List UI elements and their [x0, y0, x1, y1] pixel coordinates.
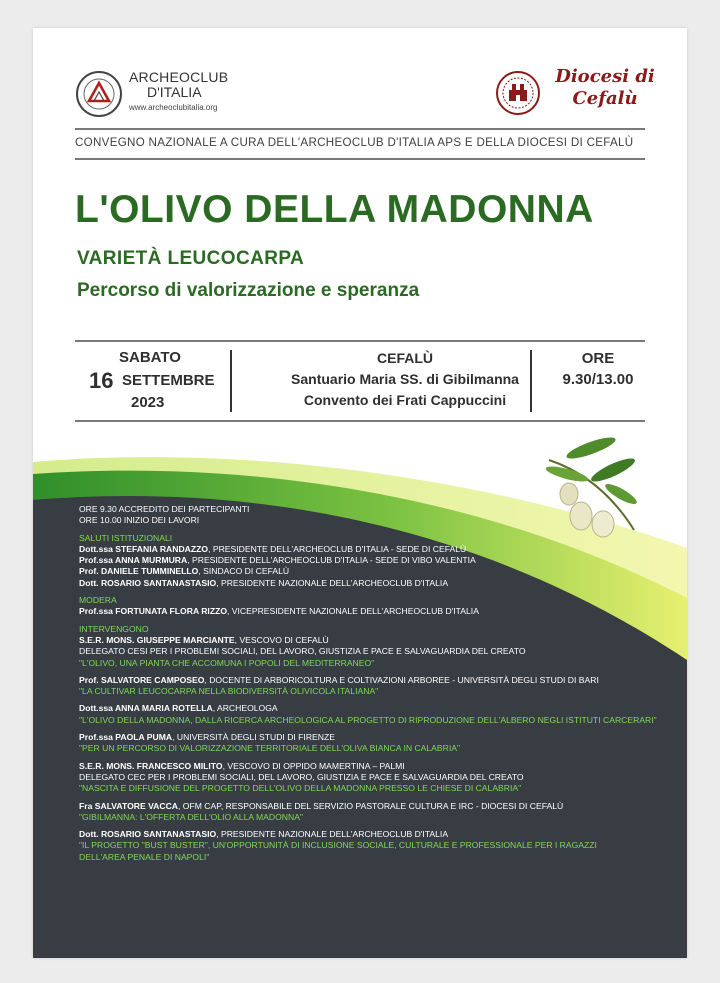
list-item: Prof. SALVATORE CAMPOSEO, DOCENTE DI ARBORICOLTURA E COLTIVAZIONI ARBOREE - UNIVERSITÀ DEGLI STUDI DI BARI — [79, 674, 599, 685]
section-saluti-heading: SALUTI ISTITUZIONALI — [79, 532, 173, 543]
info-separator-2 — [530, 350, 532, 412]
diocesi-city: Cefalù — [572, 88, 638, 109]
talk-title: "IL PROGETTO "BUST BUSTER", UN'OPPORTUNITÀ DI INCLUSIONE SOCIALE, CULTURALE E PROFESSIONALE PER I RAGAZZI — [79, 840, 597, 851]
event-info-bar — [75, 348, 645, 414]
event-day: SABATO — [119, 349, 181, 366]
event-year: 2023 — [131, 394, 165, 411]
talk-title: "PER UN PERCORSO DI VALORIZZAZIONE TERRITORIALE DELL'OLIVA BIANCA IN CALABRIA" — [79, 743, 461, 754]
speaker-detail: DELEGATO CEC PER I PROBLEMI SOCIALI, DEL LAVORO, GIUSTIZIA E PACE E SALVAGUARDIA DEL CREATO — [79, 771, 524, 782]
event-poster — [33, 28, 687, 958]
event-city: CEFALÙ — [377, 350, 433, 366]
divider-top — [75, 128, 645, 130]
event-subtitle-tagline: Percorso di valorizzazione e speranza — [77, 280, 420, 301]
conference-subheader: CONVEGNO NAZIONALE A CURA DELL'ARCHEOCLUB D'ITALIA APS E DELLA DIOCESI DI CEFALÙ — [75, 136, 634, 149]
talk-title: "NASCITA E DIFFUSIONE DEL PROGETTO DELL'OLIVO DELLA MADONNA PRESSO LE CHIESE DI CALABRIA" — [79, 783, 522, 794]
event-title: L'OLIVO DELLA MADONNA — [75, 188, 594, 231]
talk-title: "L'OLIVO, UNA PIANTA CHE ACCOMUNA I POPOLI DEL MEDITERRANEO" — [79, 657, 375, 668]
list-item: Prof.ssa FORTUNATA FLORA RIZZO, VICEPRESIDENTE NAZIONALE DELL'ARCHEOCLUB D'ITALIA — [79, 606, 479, 617]
talk-title: "GIBILMANNA: L'OFFERTA DELL'OLIO ALLA MADONNA" — [79, 811, 303, 822]
divider-info-top — [75, 340, 645, 342]
list-item: Prof. DANIELE TUMMINELLO, SINDACO DI CEFALÙ — [79, 566, 290, 577]
list-item: S.E.R. MONS. GIUSEPPE MARCIANTE, VESCOVO DI CEFALÙ — [79, 634, 329, 645]
list-item: Dott. ROSARIO SANTANASTASIO, PRESIDENTE NAZIONALE DELL'ARCHEOCLUB D'ITALIA — [79, 829, 449, 840]
list-item: Fra SALVATORE VACCA, OFM CAP, RESPONSABILE DEL SERVIZIO PASTORALE CULTURA E IRC - DIOCESI DI CEFALÙ — [79, 800, 564, 811]
event-time-value: 9.30/13.00 — [562, 371, 634, 388]
divider-subheader — [75, 158, 645, 160]
info-separator-1 — [230, 350, 232, 412]
event-subtitle-variety: VARIETÀ LEUCOCARPA — [77, 248, 305, 269]
program-schedule — [79, 504, 679, 863]
list-item: Dott.ssa STEFANIA RANDAZZO, PRESIDENTE DELL'ARCHEOCLUB D'ITALIA - SEDE DI CEFALÙ — [79, 543, 467, 554]
archeoclub-seal-icon — [75, 70, 123, 118]
section-intervengono-heading: INTERVENGONO — [79, 623, 149, 634]
event-month: SETTEMBRE — [122, 372, 215, 389]
talk-title-cont: DELL'AREA PENALE DI NAPOLI" — [79, 851, 210, 862]
event-time-label: ORE — [581, 350, 615, 367]
section-modera-heading: MODERA — [79, 595, 117, 606]
list-item: Prof.ssa PAOLA PUMA, UNIVERSITÀ DEGLI STUDI DI FIRENZE — [79, 732, 335, 743]
event-time — [551, 348, 645, 414]
divider-info-bottom — [75, 420, 645, 422]
speaker-detail: DELEGATO CESI PER I PROBLEMI SOCIALI, DEL LAVORO, GIUSTIZIA E PACE E SALVAGUARDIA DEL CREATO — [79, 646, 526, 657]
event-venue: Santuario Maria SS. di Gibilmanna — [291, 371, 519, 387]
archeoclub-name: ARCHEOCLUB — [129, 69, 229, 85]
talk-title: "LA CULTIVAR LEUCOCARPA NELLA BIODIVERSITÀ OLIVICOLA ITALIANA" — [79, 686, 379, 697]
schedule-start: ORE 10.00 INIZIO DEI LAVORI — [79, 515, 200, 526]
schedule-registration: ORE 9.30 ACCREDITO DEI PARTECIPANTI — [79, 504, 250, 514]
list-item: S.E.R. MONS. FRANCESCO MILITO, VESCOVO DI OPPIDO MAMERTINA – PALMI — [79, 760, 405, 771]
event-date — [75, 348, 225, 414]
talk-title: "L'OLIVO DELLA MADONNA, DALLA RICERCA ARCHEOLOGICA AL PROGETTO DI RIPRODUZIONE DELL'ALBERO NEGLI ISTITUTI CARCERARI" — [79, 714, 657, 725]
event-location — [275, 348, 535, 414]
diocesi-logo-text — [545, 66, 665, 110]
list-item: Prof.ssa ANNA MURMURA, PRESIDENTE DELL'ARCHEOCLUB D'ITALIA - SEDE DI VIBO VALENTIA — [79, 555, 476, 566]
event-venue-2: Convento dei Frati Cappuccini — [303, 392, 507, 408]
archeoclub-url: www.archeoclubitalia.org — [129, 103, 218, 112]
list-item: Dott.ssa ANNA MARIA ROTELLA, ARCHEOLOGA — [79, 703, 278, 714]
diocesi-name: Diocesi di — [555, 66, 655, 87]
event-date-number: 16 — [89, 368, 114, 393]
archeoclub-name-2: D'ITALIA — [147, 84, 202, 100]
archeoclub-logo-text — [129, 70, 269, 112]
diocesi-seal-icon — [495, 70, 541, 116]
list-item: Dott. ROSARIO SANTANASTASIO, PRESIDENTE NAZIONALE DELL'ARCHEOCLUB D'ITALIA — [79, 577, 449, 588]
